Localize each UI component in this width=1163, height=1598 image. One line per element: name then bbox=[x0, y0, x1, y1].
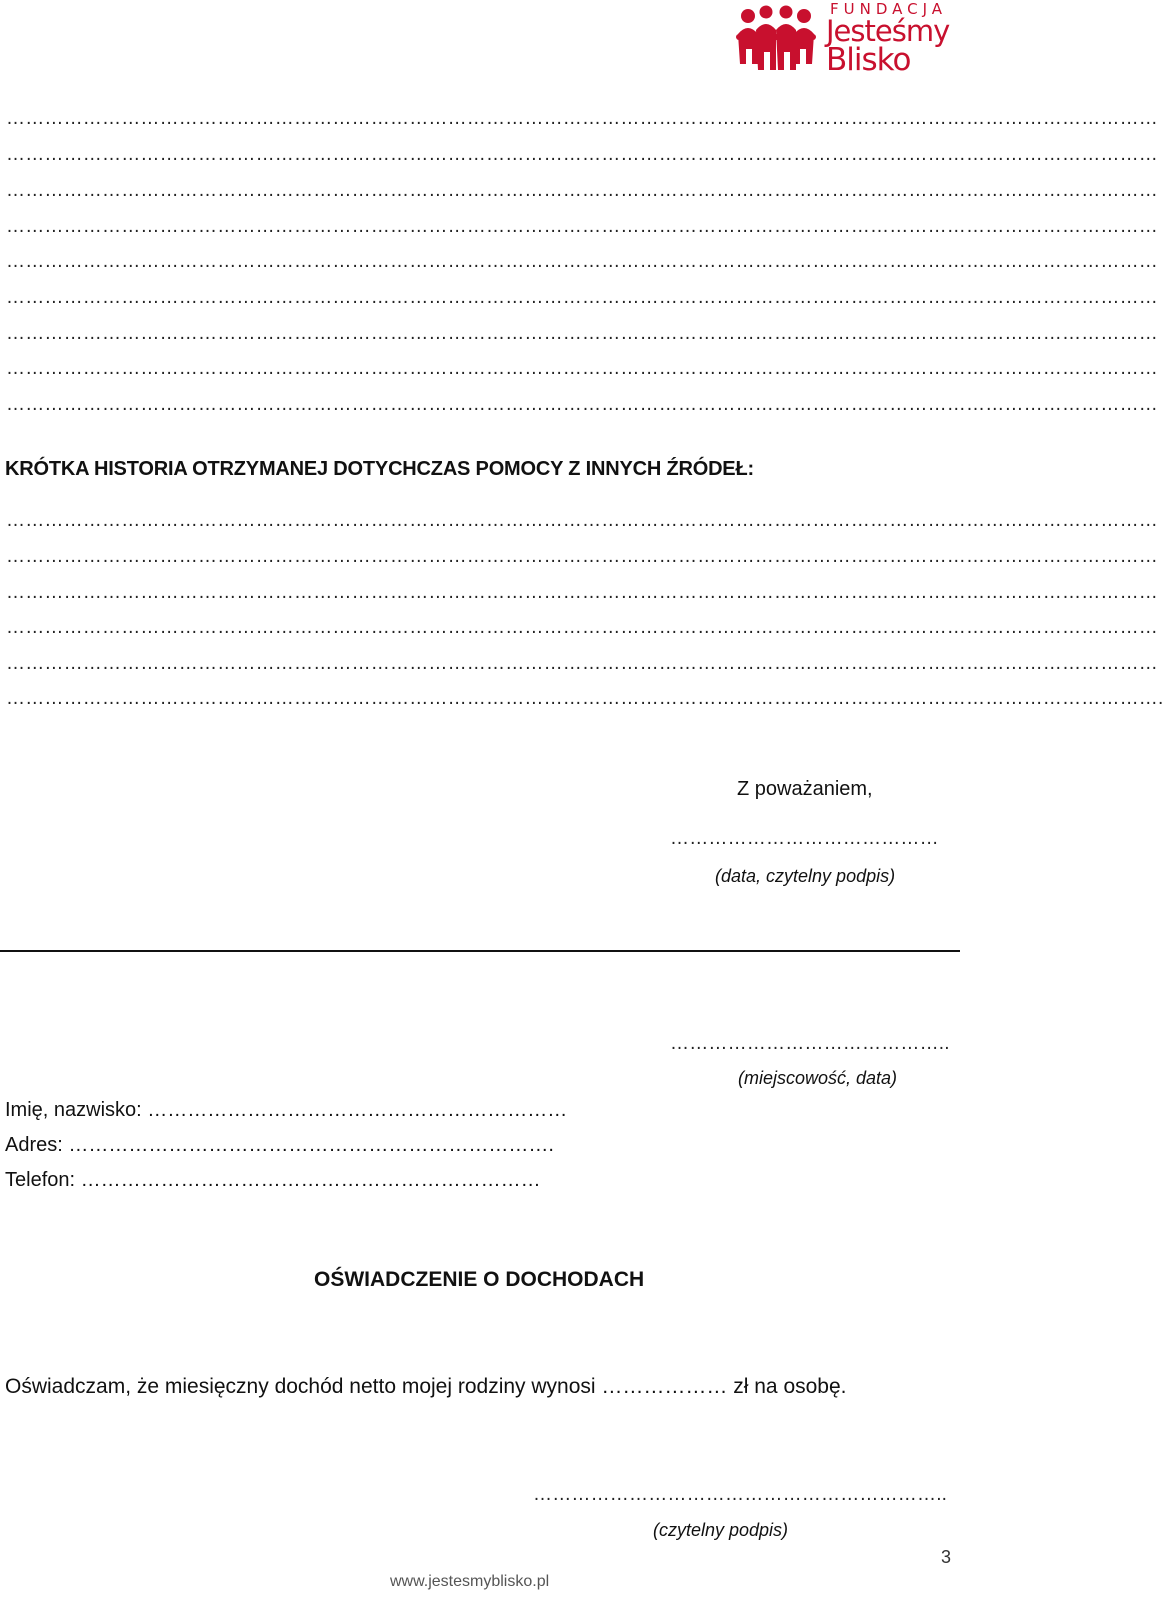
declaration-title: OŚWIADCZENIE O DOCHODACH bbox=[314, 1268, 645, 1291]
regards-text: Z poważaniem, bbox=[737, 778, 873, 800]
blank-line: ……………………………………………………………………………………………………………………………………………………………… bbox=[6, 144, 1158, 165]
blank-line: ……………………………………………………………………………………………………………………………………………………………… bbox=[6, 216, 1158, 237]
signature-caption: (data, czytelny podpis) bbox=[715, 866, 896, 886]
page-number: 3 bbox=[941, 1547, 952, 1567]
blank-line: ……………………………………………………………………………………………………………………………………………………………… bbox=[6, 108, 1158, 129]
history-heading: KRÓTKA HISTORIA OTRZYMANEJ DOTYCHCZAS POMOCY Z INNYCH ŹRÓDEŁ: bbox=[5, 458, 754, 480]
logo-fundacja-text: FUNDACJA bbox=[830, 0, 948, 18]
signature-line: …………………………………… bbox=[670, 828, 939, 849]
blank-line: ……………………………………………………………………………………………………………………………………………………………… bbox=[6, 323, 1158, 344]
address-field: Adres: ………………………………………………………………. bbox=[5, 1134, 554, 1156]
people-icon bbox=[736, 4, 818, 76]
history-line: ……………………………………………………………………………………………………………………………………………………………… bbox=[6, 546, 1158, 567]
income-statement: Oświadczam, że miesięczny dochód netto mojej rodziny wynosi ……………… zł na osobę. bbox=[5, 1375, 847, 1398]
footer-url: www.jestesmyblisko.pl bbox=[390, 1573, 550, 1590]
logo-name-line1: Jesteśmy bbox=[826, 14, 950, 48]
final-signature-caption: (czytelny podpis) bbox=[653, 1520, 789, 1540]
phone-field: Telefon: …………………………………………………………… bbox=[5, 1169, 541, 1191]
name-field: Imię, nazwisko: ……………………………………………………… bbox=[5, 1099, 568, 1121]
history-line: ………………………………………………………………………………………………………………………………………………………………. bbox=[6, 688, 1163, 709]
place-date-caption: (miejscowość, data) bbox=[738, 1068, 898, 1088]
section-divider bbox=[0, 950, 960, 952]
blank-line: ……………………………………………………………………………………………………………………………………………………………… bbox=[6, 287, 1158, 308]
blank-line: ……………………………………………………………………………………………………………………………………………………………… bbox=[6, 394, 1158, 415]
blank-line: ……………………………………………………………………………………………………………………………………………………………… bbox=[6, 358, 1158, 379]
logo-name-line2: Blisko bbox=[826, 42, 911, 78]
blank-line: ……………………………………………………………………………………………………………………………………………………………… bbox=[6, 180, 1158, 201]
history-line: ……………………………………………………………………………………………………………………………………………………………… bbox=[6, 510, 1158, 531]
blank-line: ……………………………………………………………………………………………………………………………………………………………… bbox=[6, 251, 1158, 272]
history-line: ……………………………………………………………………………………………………………………………………………………………… bbox=[6, 582, 1158, 603]
history-line: ……………………………………………………………………………………………………………………………………………………………… bbox=[6, 617, 1158, 638]
history-line: ……………………………………………………………………………………………………………………………………………………………… bbox=[6, 653, 1158, 674]
final-signature-line: ……………………………………………………….. bbox=[533, 1484, 948, 1505]
place-date-line: …………………………………….. bbox=[670, 1033, 950, 1054]
foundation-logo bbox=[736, 0, 956, 80]
